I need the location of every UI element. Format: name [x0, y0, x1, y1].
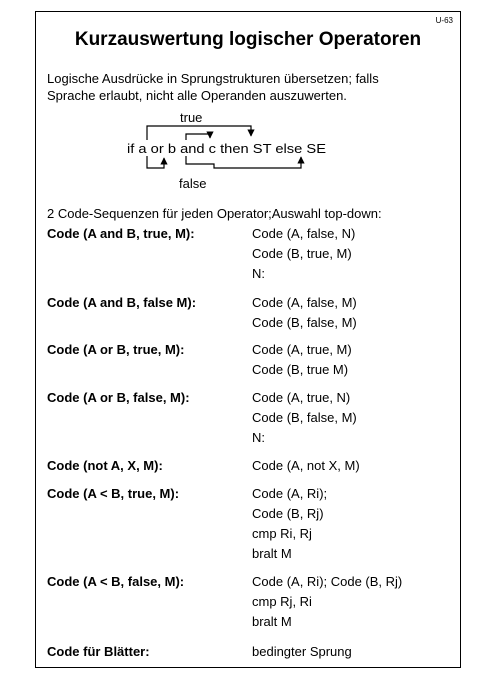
rule-code-line: cmp Rj, Ri — [252, 594, 312, 609]
false-jump-arrow-b — [147, 156, 164, 168]
rule-code-line: N: — [252, 266, 265, 281]
page-id: U-63 — [435, 16, 453, 25]
rule-code-line: bralt M — [252, 614, 292, 629]
rule-code-line: bedingter Sprung — [252, 644, 352, 659]
rule-code-line: Code (A, not X, M) — [252, 458, 360, 473]
rule-code-line: Code (B, false, M) — [252, 410, 357, 425]
rule-code-line: Code (B, true M) — [252, 362, 349, 377]
rule-code-line: N: — [252, 430, 265, 445]
true-jump-arrow-c — [186, 134, 210, 140]
rule-label: Code für Blätter: — [47, 644, 150, 659]
sequences-heading: 2 Code-Sequenzen für jeden Operator;Auswahl top-down: — [47, 206, 382, 221]
rule-code-line: Code (A, true, M) — [252, 342, 352, 357]
rule-code-line: Code (A, true, N) — [252, 390, 351, 405]
rule-label: Code (A and B, true, M): — [47, 226, 195, 241]
false-jump-arrow-se — [186, 156, 301, 168]
rule-label: Code (A and B, false M): — [47, 295, 197, 310]
rule-code-line: bralt M — [252, 546, 292, 561]
intro-line: Logische Ausdrücke in Sprungstrukturen übersetzen; falls — [47, 71, 379, 86]
rule-code-line: Code (B, true, M) — [252, 246, 352, 261]
rule-code-line: Code (B, false, M) — [252, 315, 357, 330]
rule-code-line: Code (A, Ri); — [252, 486, 328, 501]
intro-line: Sprache erlaubt, nicht alle Operanden auszuwerten. — [47, 88, 347, 103]
rule-label: Code (A < B, false, M): — [47, 574, 185, 589]
rule-code-line: Code (A, false, N) — [252, 226, 356, 241]
jump-diagram — [36, 12, 462, 212]
rule-label: Code (A or B, true, M): — [47, 342, 185, 357]
expression-text: if a or b and c then ST else SE — [127, 141, 327, 156]
rule-code-line: Code (A, false, M) — [252, 295, 357, 310]
rule-label: Code (not A, X, M): — [47, 458, 163, 473]
true-label: true — [180, 110, 203, 125]
rule-code-line: Code (B, Rj) — [252, 506, 324, 521]
false-label: false — [179, 176, 207, 191]
rule-label: Code (A < B, true, M): — [47, 486, 180, 501]
slide-title: Kurzauswertung logischer Operatoren — [74, 29, 422, 50]
rule-code-line: Code (A, Ri); Code (B, Rj) — [252, 574, 403, 589]
slide-frame — [35, 11, 461, 668]
true-jump-arrow-st — [147, 126, 251, 140]
rule-label: Code (A or B, false, M): — [47, 390, 190, 405]
rule-code-line: cmp Ri, Rj — [252, 526, 312, 541]
